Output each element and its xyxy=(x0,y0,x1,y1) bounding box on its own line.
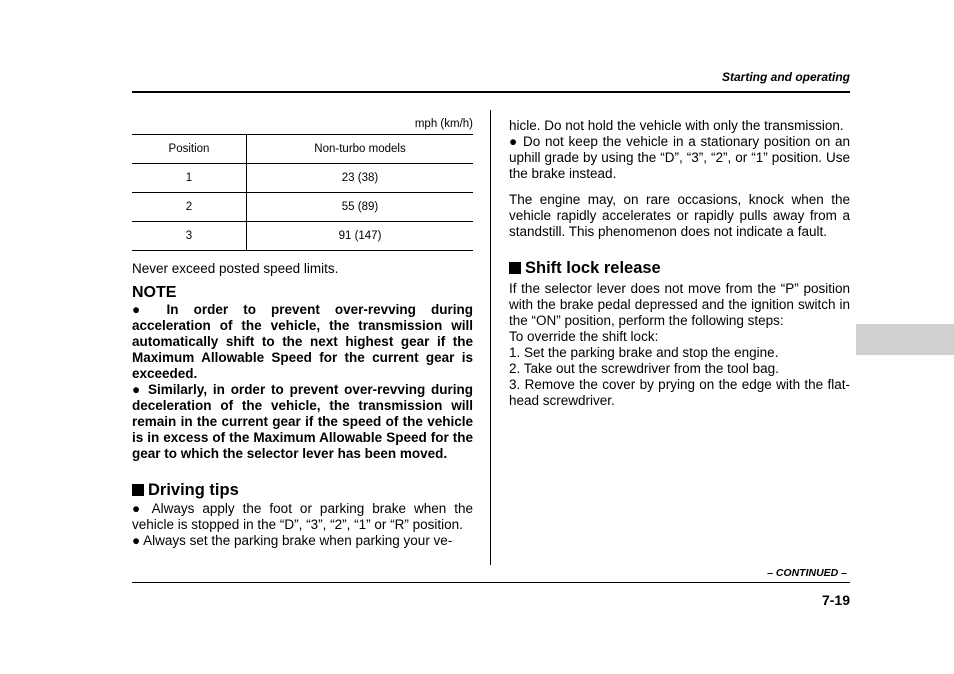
table-cell: 2 xyxy=(132,193,247,222)
note-heading: NOTE xyxy=(132,284,177,301)
table-row xyxy=(132,164,473,193)
header-rule xyxy=(132,91,850,93)
knock-paragraph: The engine may, on rare occasions, knock when the vehicle rapidly accelerates or rapidly pulls away from a standstill. This phenomenon does not indicate a fault. xyxy=(509,192,850,239)
section-heading xyxy=(509,258,850,278)
speed-table xyxy=(132,134,473,251)
table-header-cell: Non-turbo models xyxy=(247,135,474,164)
speed-limit-text: Never exceed posted speed limits. xyxy=(132,261,339,276)
table-cell: 3 xyxy=(132,222,247,251)
column-divider xyxy=(490,110,491,565)
page-number: 7-19 xyxy=(821,592,850,608)
table-row xyxy=(132,222,473,251)
table-header-cell: Position xyxy=(132,135,247,164)
section-heading xyxy=(132,480,473,500)
bullet-item: ● Do not keep the vehicle in a stationary position on an uphill grade by using the “D”, “3”, “2”, or “1” position. Use the brake instead. xyxy=(509,134,850,181)
chapter-tab xyxy=(856,324,954,355)
table-cell: 1 xyxy=(132,164,247,193)
table-cell: 55 (89) xyxy=(247,193,474,222)
bullet-item: ● Always apply the foot or parking brake when the vehicle is stopped in the “D”, “3”, “2”, “1” or “R” position. xyxy=(132,501,473,532)
continued-text: hicle. Do not hold the vehicle with only the transmission. xyxy=(509,118,844,133)
table-cell: 91 (147) xyxy=(247,222,474,251)
running-header: Starting and operating xyxy=(721,70,850,84)
step-item: 1. Set the parking brake and stop the engine. xyxy=(509,345,779,360)
note-item: ● Similarly, in order to prevent over-revving during deceleration of the vehicle, the transmission will remain in the current gear if the speed of the vehicle is in excess of the Maximum Allowable Speed for the gear to which the selector lever has been moved. xyxy=(132,382,473,461)
square-bullet-icon xyxy=(132,484,144,496)
table-cell: 23 (38) xyxy=(247,164,474,193)
continued-marker: – CONTINUED – xyxy=(767,567,847,579)
step-item: 2. Take out the screwdriver from the tool bag. xyxy=(509,361,779,376)
driving-tips-title: Driving tips xyxy=(148,481,239,499)
footer-rule xyxy=(132,582,850,583)
note-item: ● In order to prevent over-revving during acceleration of the vehicle, the transmission will automatically shift to the next highest gear if the Maximum Allowable Speed for the current gear is exceeded. xyxy=(132,302,473,381)
override-text: To override the shift lock: xyxy=(509,329,659,344)
right-column xyxy=(509,118,850,409)
step-item: 3. Remove the cover by prying on the edge with the flat-head screwdriver. xyxy=(509,377,850,408)
left-column xyxy=(132,261,473,549)
bullet-item: ● Always set the parking brake when parking your ve- xyxy=(132,533,453,548)
table-unit: mph (km/h) xyxy=(414,118,473,130)
square-bullet-icon xyxy=(509,262,521,274)
table-row xyxy=(132,193,473,222)
table-header-row xyxy=(132,135,473,164)
shift-lock-intro: If the selector lever does not move from the “P” position with the brake pedal depressed and the ignition switch in the “ON” position, perform the following steps: xyxy=(509,281,850,328)
shift-lock-title: Shift lock release xyxy=(525,259,661,277)
